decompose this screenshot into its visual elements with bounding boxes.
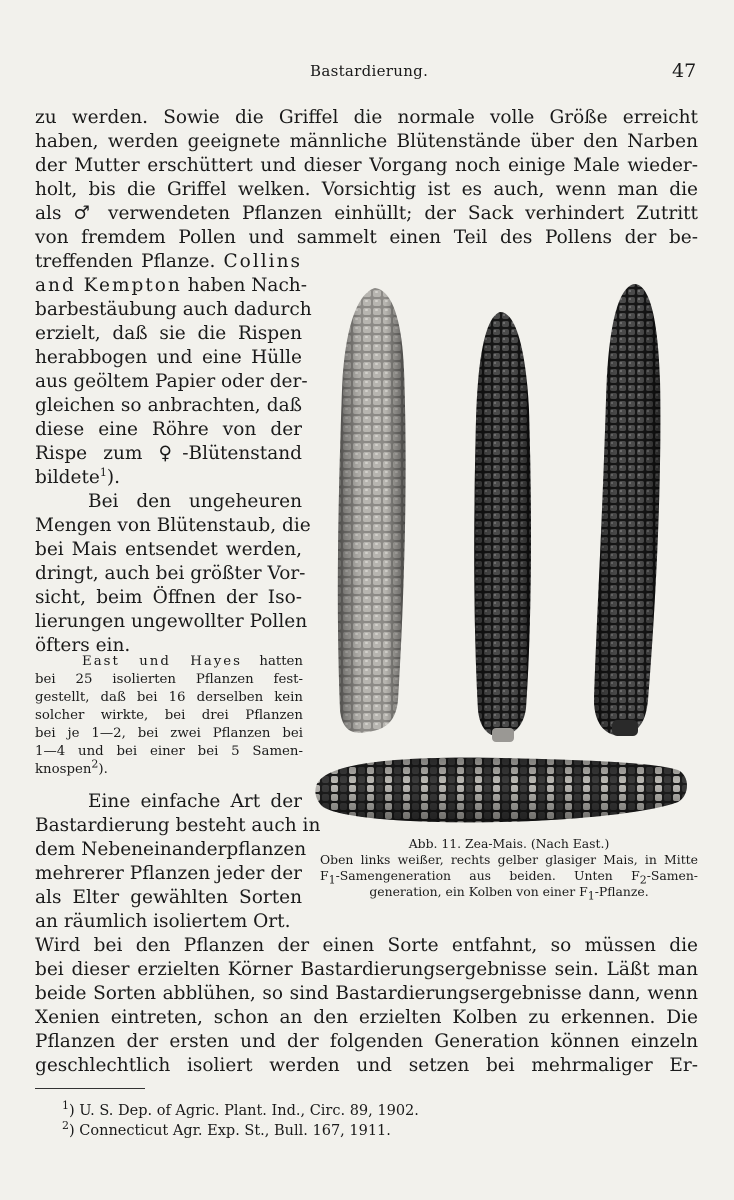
small-print-line: bei je 1—2, bei zwei Pflanzen bei [35,726,303,741]
body-line: an räumlich isoliertem Ort. [35,911,291,932]
body-line: barbestäubung auch dadurch [35,299,312,320]
body-line: lierungen ungewollter Pollen [35,611,308,632]
figure-caption-line: generation, ein Kolben von einer $F_1$-Pflanze. [369,884,649,903]
body-line: bildete$^1$). [35,465,120,488]
body-line: erzielt, daß sie die Rispen [35,323,302,344]
body-line: Xenien eintreten, schon an den erzielten Kolben zu erkennen. Die [35,1007,698,1028]
body-line: dringt, auch bei größter Vor- [35,563,306,584]
page-number: 47 [672,60,697,82]
footnote-marker: 1 [62,1099,69,1113]
footnote-marker: 1 [99,465,107,479]
body-line: treffenden Pflanze. Collins [35,251,302,272]
body-line: sicht, beim Öffnen der Iso- [35,587,302,608]
small-print-line: 1—4 und bei einer bei 5 Samen- [35,744,303,759]
body-line: diese eine Röhre von der [35,419,302,440]
body-line: bei dieser erzielten Körner Bastardierungsergebnisse sein. Läßt man [35,959,698,980]
f2-corn-cob [315,758,687,823]
footnote: $^1$) U. S. Dep. of Agric. Plant. Ind., Circ. 89, 1902. [62,1099,419,1119]
body-line: Pflanzen der ersten und der folgenden Generation können einzeln [35,1031,698,1052]
body-line: Wird bei den Pflanzen der einen Sorte entfahnt, so müssen die [35,935,698,956]
f1-corn-cob [474,312,531,742]
footnote-rule [35,1088,145,1089]
figure-caption-line: Oben links weißer, rechts gelber glasiger Mais, in Mitte [320,852,698,867]
author-name: and Kempton [35,275,182,296]
small-print-line: gestellt, daß bei 16 derselben kein [35,690,303,705]
footnote-marker: 2 [91,757,99,771]
body-line: gleichen so anbrachten, daß [35,395,302,416]
small-print-line: East und Hayes hatten [82,654,303,669]
author-name: Collins [223,251,302,272]
white-corn-cob [338,288,406,733]
figure-caption-line: $F_1$-Samengeneration aus beiden. Unten $F_2-Samen-$ [320,868,698,887]
body-line: Rispe zum ♀-Blütenstand [35,443,302,464]
figure-caption-title: Abb. 11. Zea-Mais. (Nach East.) [408,836,610,851]
author-name: East und Hayes [82,654,242,669]
body-line: bei Mais entsendet werden, [35,539,302,560]
body-line: Bei den ungeheuren [88,491,302,512]
small-print-line: solcher wirkte, bei drei Pflanzen [35,708,303,723]
body-line: mehrerer Pflanzen jeder der [35,863,302,884]
body-line: der Mutter erschüttert und dieser Vorgang noch einige Male wieder- [35,155,698,176]
corn-cobs-figure [312,280,692,830]
footnote: $^2$) Connecticut Agr. Exp. St., Bull. 167, 1911. [62,1119,391,1139]
body-line: als Elter gewählten Sorten [35,887,302,908]
body-line: öfters ein. [35,635,131,656]
body-line: Eine einfache Art der [88,791,302,812]
body-line: holt, bis die Griffel welken. Vorsichtig ist es auch, wenn man die [35,179,698,200]
yellow-corn-cob [594,284,660,736]
body-line: aus geöltem Papier oder der- [35,371,308,392]
body-line: Bastardierung besteht auch in [35,815,321,836]
small-print-line: knospen$^2$). [35,757,108,777]
body-line: zu werden. Sowie die Griffel die normale volle Größe erreicht [35,107,698,128]
body-line: von fremdem Pollen und sammelt einen Teil des Pollens der be- [35,227,698,248]
cob-stem [612,720,638,736]
body-line: beide Sorten abblühen, so sind Bastardierungsergebnisse dann, wenn [35,983,698,1004]
body-line: geschlechtlich isoliert werden und setzen bei mehrmaliger Er- [35,1055,698,1076]
small-print-line: bei 25 isolierten Pflanzen fest- [35,672,303,687]
cob-stem [492,728,514,742]
footnote-marker: 2 [62,1119,69,1133]
body-line: als ♂ verwendeten Pflanzen einhüllt; der Sack verhindert Zutritt [35,203,698,224]
body-line: and Kempton haben Nach- [35,275,307,296]
running-header: Bastardierung. [310,62,429,80]
body-line: dem Nebeneinanderpflanzen [35,839,307,860]
body-line: haben, werden geeignete männliche Blütenstände über den Narben [35,131,698,152]
body-line: herabbogen und eine Hülle [35,347,302,368]
body-line: Mengen von Blütenstaub, die [35,515,311,536]
